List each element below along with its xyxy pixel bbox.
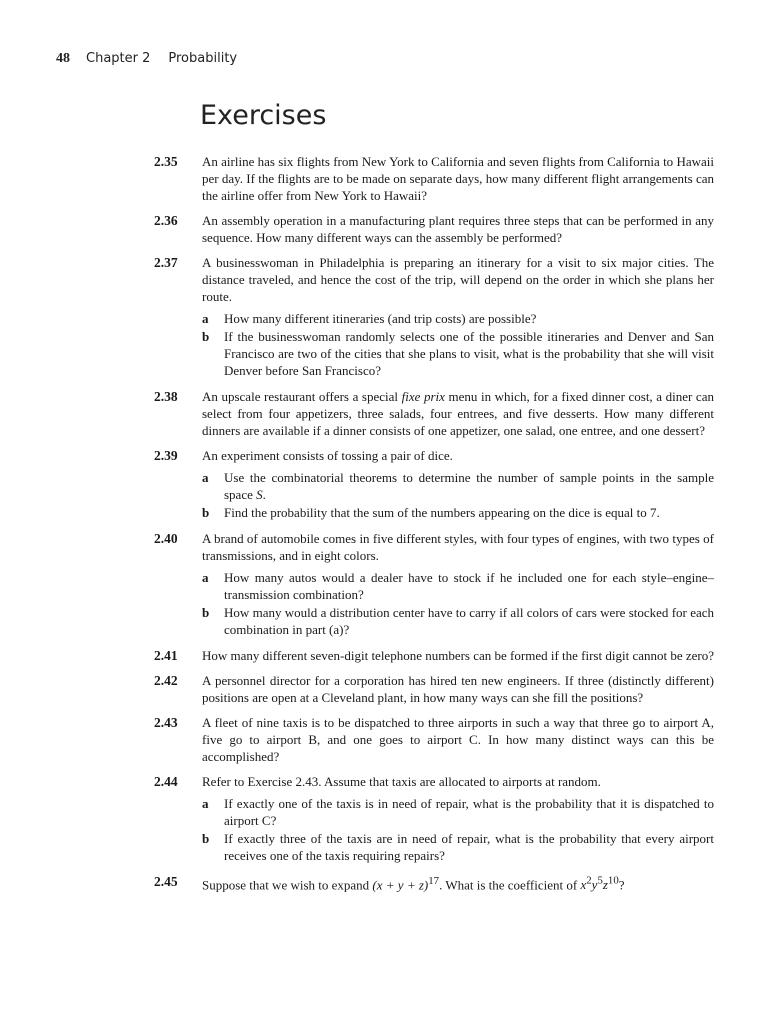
- exercise-number: 2.39: [154, 448, 178, 463]
- italic-term: fixe prix: [401, 389, 445, 404]
- exercise-text: A personnel director for a corporation has hired ten new engineers. If three (distinctly different) positions are open at a Cleveland plant, in how many ways can she fill the positions?: [202, 673, 714, 705]
- exercise-2-39: [154, 447, 714, 522]
- section-title: Exercises: [200, 100, 327, 131]
- part-label: b: [202, 505, 210, 520]
- exercise-2-43: [154, 714, 714, 765]
- exercise-text: A businesswoman in Philadelphia is preparing an itinerary for a visit to six major cities. The distance traveled, and hence the cost of the trip, will depend on the order in which she plans her route.: [202, 255, 714, 304]
- part-a: [202, 569, 714, 603]
- part-label: b: [202, 831, 210, 846]
- part-text: Find the probability that the sum of the numbers appearing on the dice is equal to 7.: [224, 505, 660, 520]
- part-b: [202, 328, 714, 379]
- exercise-text: An assembly operation in a manufacturing plant requires three steps that can be performed in any sequence. How many different ways can the assembly be performed?: [202, 213, 714, 245]
- part-text: Use the combinatorial theorems to determine the number of sample points in the sample space S.: [224, 470, 714, 502]
- part-text: If exactly three of the taxis are in need of repair, what is the probability that every airport receives one of the taxis requiring repairs?: [224, 831, 714, 863]
- math-term: $x^2y^5z^{10}$: [580, 875, 619, 893]
- exercise-2-45: [154, 873, 714, 893]
- part-text: How many would a distribution center have to carry if all colors of cars were stocked for each combination in part (a)?: [224, 605, 714, 637]
- part-text: How many autos would a dealer have to stock if he included one for each style–engine–transmission combination?: [224, 570, 714, 602]
- chapter-title: Probability: [168, 51, 238, 66]
- part-label: a: [202, 311, 209, 326]
- exercise-2-36: [154, 212, 714, 246]
- exercise-number: 2.35: [154, 154, 178, 169]
- exercise-number: 2.45: [154, 874, 178, 889]
- exercise-2-37: [154, 254, 714, 380]
- part-label: b: [202, 605, 210, 620]
- exercise-number: 2.40: [154, 531, 178, 546]
- part-label: b: [202, 329, 210, 344]
- part-a: [202, 469, 714, 503]
- exercise-list: [154, 153, 714, 901]
- math-exponent: 17: [428, 875, 440, 887]
- part-text: If the businesswoman randomly selects one of the possible itineraries and Denver and San Francisco are two of the cities that she plans to visit, what is the probability that she will visit Denver before San Francisco?: [224, 329, 714, 378]
- part-label: a: [202, 570, 209, 585]
- math-expression: (x + y + z): [372, 877, 429, 893]
- exercise-parts: [202, 469, 714, 521]
- part-text: If exactly one of the taxis is in need of repair, what is the probability that it is dispatched to airport C?: [224, 796, 714, 828]
- exercise-parts: [202, 795, 714, 864]
- exercise-text: Suppose that we wish to expand $(x + y + z)^{17}$. What is the coefficient of $x^2y^5z^{10}$?: [202, 875, 625, 893]
- exercise-number: 2.38: [154, 389, 178, 404]
- exercise-2-40: [154, 530, 714, 639]
- exercise-number: 2.37: [154, 255, 178, 270]
- part-b: [202, 830, 714, 864]
- part-text: How many different itineraries (and trip costs) are possible?: [224, 311, 537, 326]
- exercise-text: A brand of automobile comes in five different styles, with four types of engines, with two types of transmissions, and in eight colors.: [202, 531, 714, 563]
- exercise-number: 2.44: [154, 774, 178, 789]
- exercise-text: An upscale restaurant offers a special fixe prix menu in which, for a fixed dinner cost, a diner can select from four appetizers, three salads, four entrees, and five desserts. How many different dinners are available if a dinner consists of one appetizer, one salad, one entree, and one dessert?: [202, 389, 714, 438]
- exercise-text: Refer to Exercise 2.43. Assume that taxis are allocated to airports at random.: [202, 774, 601, 789]
- exercise-text: An airline has six flights from New York to California and seven flights from California to Hawaii per day. If the flights are to be made on separate days, how many different flight arrangements can the airline offer from New York to Hawaii?: [202, 154, 714, 203]
- part-a: [202, 795, 714, 829]
- exercise-parts: [202, 310, 714, 379]
- exercise-2-38: [154, 388, 714, 439]
- part-label: a: [202, 796, 209, 811]
- part-b: [202, 604, 714, 638]
- exercise-2-35: [154, 153, 714, 204]
- exercise-number: 2.41: [154, 648, 178, 663]
- chapter-label: Chapter 2: [86, 51, 151, 66]
- exercise-2-44: [154, 773, 714, 865]
- part-label: a: [202, 470, 209, 485]
- part-b: [202, 504, 714, 521]
- part-a: [202, 310, 714, 327]
- exercise-text: An experiment consists of tossing a pair of dice.: [202, 448, 453, 463]
- running-head: [56, 51, 237, 67]
- exercise-2-42: [154, 672, 714, 706]
- exercise-number: 2.42: [154, 673, 178, 688]
- exercise-number: 2.36: [154, 213, 178, 228]
- exercise-parts: [202, 569, 714, 638]
- page-number: 48: [56, 51, 70, 66]
- exercise-number: 2.43: [154, 715, 178, 730]
- exercise-text: How many different seven-digit telephone numbers can be formed if the first digit cannot be zero?: [202, 648, 715, 663]
- exercise-2-41: [154, 647, 714, 664]
- exercise-text: A fleet of nine taxis is to be dispatched to three airports in such a way that three go to airport A, five go to airport B, and one goes to airport C. In how many distinct ways can this be accomplished?: [202, 715, 714, 764]
